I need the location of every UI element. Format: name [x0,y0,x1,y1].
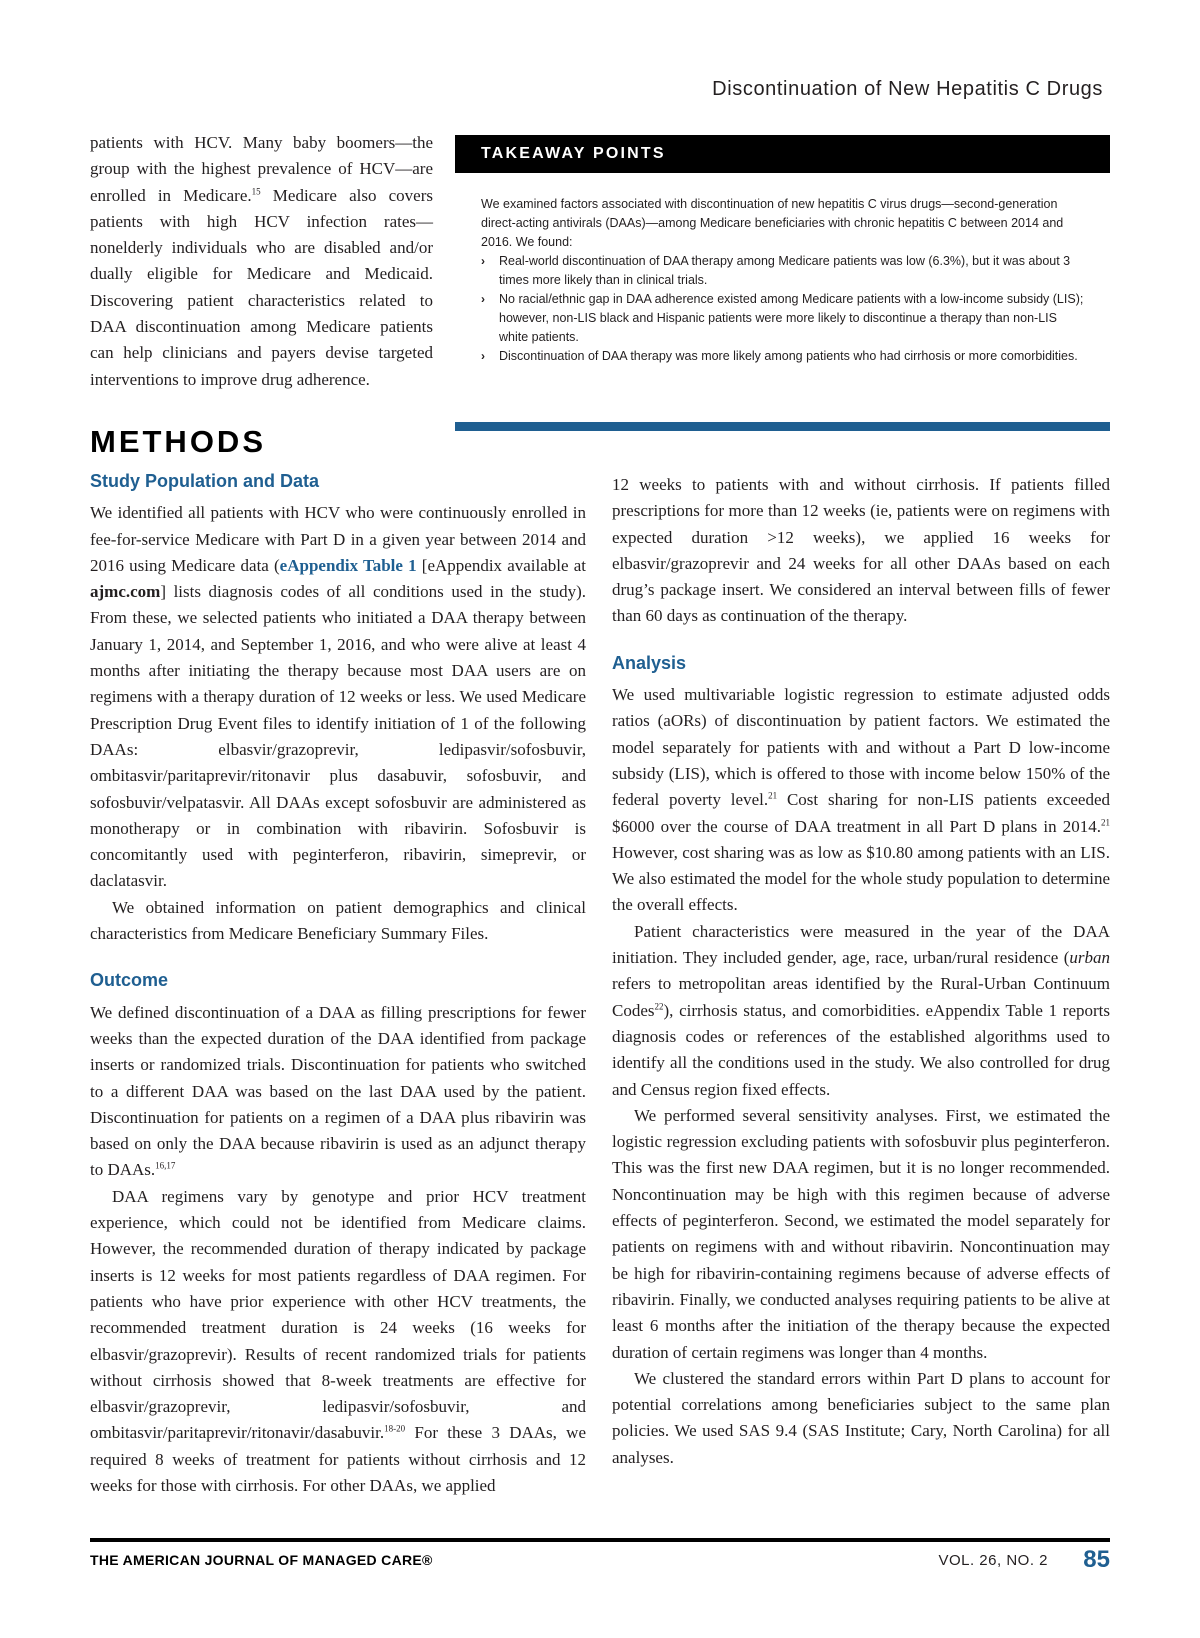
takeaway-list [481,252,1084,366]
takeaway-point: › No racial/ethnic gap in DAA adherence existed among Medicare patients with a low-income subsidy (LIS); however, non-LIS black and Hispanic patients were more likely to discontinue a therapy than non-LIS white patients. [481,292,1084,344]
takeaway-intro: We examined factors associated with discontinuation of new hepatitis C virus drugs—second-generation direct-acting antivirals (DAAs)—among Medicare beneficiaries with chronic hepatitis C between 2014 and 2016. We found: [481,197,1064,249]
paragraph: DAA regimens vary by genotype and prior HCV treatment experience, which could not be identified from Medicare claims. However, the recommended duration of therapy indicated by package inserts is 12 weeks for most patients regardless of DAA regimen. For patients who have prior experience with other HCV treatments, the recommended treatment duration is 24 weeks (16 weeks for elbasvir/grazoprevir). Results of recent randomized trials for patients without cirrhosis showed that 8-week treatments are effective for elbasvir/grazoprevir, ledipasvir/sofosbuvir, and ombitasvir/paritaprevir/ritonavir/dasabuvir.$^{18-20}$ For these 3 DAAs, we required 8 weeks of treatment for patients without cirrhosis and 12 weeks for those with cirrhosis. For other DAAs, we applied [90,1186,586,1495]
takeaway-title: TAKEAWAY POINTS [455,135,1110,173]
website-link[interactable]: ajmc.com [90,582,161,602]
takeaway-box [455,135,1110,366]
paragraph: We defined discontinuation of a DAA as filling prescriptions for fewer weeks than the expected duration of the DAA identified from package inserts or randomized trials. Discontinuation for patients who switched to a different DAA was based on the last DAA used by the patient. Discontinuation for patients on a regimen of a DAA plus ribavirin was based on only the DAA because ribavirin is used as an adjunct therapy to DAAs.$^{16,17}$ [90,1002,586,1180]
right-column [612,472,1110,1471]
section-title-methods: METHODS [90,424,266,459]
left-column [90,468,586,1499]
subheading-outcome: Outcome [90,970,169,991]
paragraph: We identified all patients with HCV who were continuously enrolled in fee-for-service Medicare with Part D in a given year between 2014 and 2016 using Medicare data (eAppendix Table 1 [eAppendix available at ajmc.com] lists diagnosis codes of all conditions used in the study). From these, we selected patients who initiated a DAA therapy between January 1, 2014, and September 1, 2016, and who were alive at least 4 months after initiating the therapy because most DAA users are on regimens with a therapy duration of 12 weeks or less. We used Medicare Prescription Drug Event files to identify initiation of 1 of the following DAAs: elbasvir/grazoprevir, ledipasvir/sofosbuvir, ombitasvir/paritaprevir/ritonavir plus dasabuvir, sofosbuvir, and sofosbuvir/velpatasvir. All DAAs except sofosbuvir are administered as monotherapy or in combination with ribavirin. Sofosbuvir is concomitantly used with peginterferon, ribavirin, simeprevir, or daclatasvir. [90,503,587,891]
footer-divider [90,1538,1110,1542]
running-title: Discontinuation of New Hepatitis C Drugs [712,78,1103,100]
citation-ref: 15 [251,185,261,196]
citation-ref: 18-20 [384,1423,406,1434]
citation-ref: 16,17 [155,1160,176,1171]
chevron-right-icon: › [481,349,485,363]
page-number: 85 [1083,1546,1110,1573]
takeaway-point: › Real-world discontinuation of DAA therapy among Medicare patients was low (6.3%), but it was about 3 times more likely than in clinical trials. [481,254,1071,287]
citation-ref: 21 [1101,816,1110,827]
chevron-right-icon: › [481,292,485,306]
paragraph: We clustered the standard errors within Part D plans to account for potential correlations among beneficiaries subject to the same plan policies. We used SAS 9.4 (SAS Institute; Cary, North Carolina) for all analyses. [612,1368,1110,1467]
paragraph: We performed several sensitivity analyses. First, we estimated the logistic regression excluding patients with sofosbuvir plus peginterferon. This was the first new DAA regimen, but it is no longer recommended. Noncontinuation may be high with this regimen because of adverse effects of peginterferon. Second, we estimated the model separately for patients on regimens with and without ribavirin. Noncontinuation may be high for ribavirin-containing regimens because of adverse effects of ribavirin. Finally, we conducted analyses requiring patients to be alive at least 6 months after the initiation of the therapy because the expected duration of certain regimens was longer than 4 months. [612,1105,1110,1362]
intro-text: patients with HCV. Many baby boomers—the group with the highest prevalence of HCV—are enrolled in Medicare. [90,133,433,205]
paragraph: We used multivariable logistic regression to estimate adjusted odds ratios (aORs) of discontinuation by patient factors. We estimated the model separately for patients with and without a Part D low-income subsidy (LIS), which is offered to those with income below 150% of the federal poverty level.$^{21}$ Cost sharing for non-LIS patients exceeded $6000 over the course of DAA treatment in all Part D plans in 2014.21 However, cost sharing was as low as $10.80 among patients with an LIS. We also estimated the model for the whole study population to determine the overall effects. [612,685,1110,915]
intro-text: Medicare also covers patients with high HCV infection rates—nonelderly individuals who are disabled and/or dually eligible for Medicare and Medicaid. Discovering patient characteristics related to DAA discontinuation among Medicare patients can help clinicians and payers devise targeted interventions to improve drug adherence. [90,185,433,389]
journal-name: THE AMERICAN JOURNAL OF MANAGED CARE® [90,1552,433,1568]
paragraph: We obtained information on patient demographics and clinical characteristics from Medicare Beneficiary Summary Files. [90,897,586,944]
citation-ref: 22 [654,1000,664,1011]
takeaway-point: › Discontinuation of DAA therapy was more likely among patients who had cirrhosis or more comorbidities. [481,347,1084,366]
subheading-analysis: Analysis [612,652,687,673]
subheading-study-population: Study Population and Data [90,471,320,491]
paragraph: Patient characteristics were measured in the year of the DAA initiation. They included gender, age, race, urban/rural residence (urban refers to metropolitan areas identified by the Rural-Urban Continuum Codes$^{22}$), cirrhosis status, and comorbidities. eAppendix Table 1 reports diagnosis codes or references of the established algorithms used to identify all the conditions used in the study. We also controlled for drug and Census region fixed effects. [612,921,1110,1099]
intro-paragraph [90,130,433,393]
eappendix-link[interactable]: eAppendix Table 1 [279,555,417,575]
volume-issue: VOL. 26, NO. 2 [938,1552,1048,1569]
chevron-right-icon: › [481,254,485,268]
citation-ref: 21 [768,790,778,801]
paragraph-continued: 12 weeks to patients with and without cirrhosis. If patients filled prescriptions for more than 12 weeks (ie, patients were on regimens with expected duration >12 weeks), we applied 16 weeks for elbasvir/grazoprevir and 24 weeks for all other DAAs based on each drug’s package insert. We considered an interval between fills of fewer than 60 days as continuation of the therapy. [612,475,1110,626]
takeaway-divider [455,422,1110,431]
